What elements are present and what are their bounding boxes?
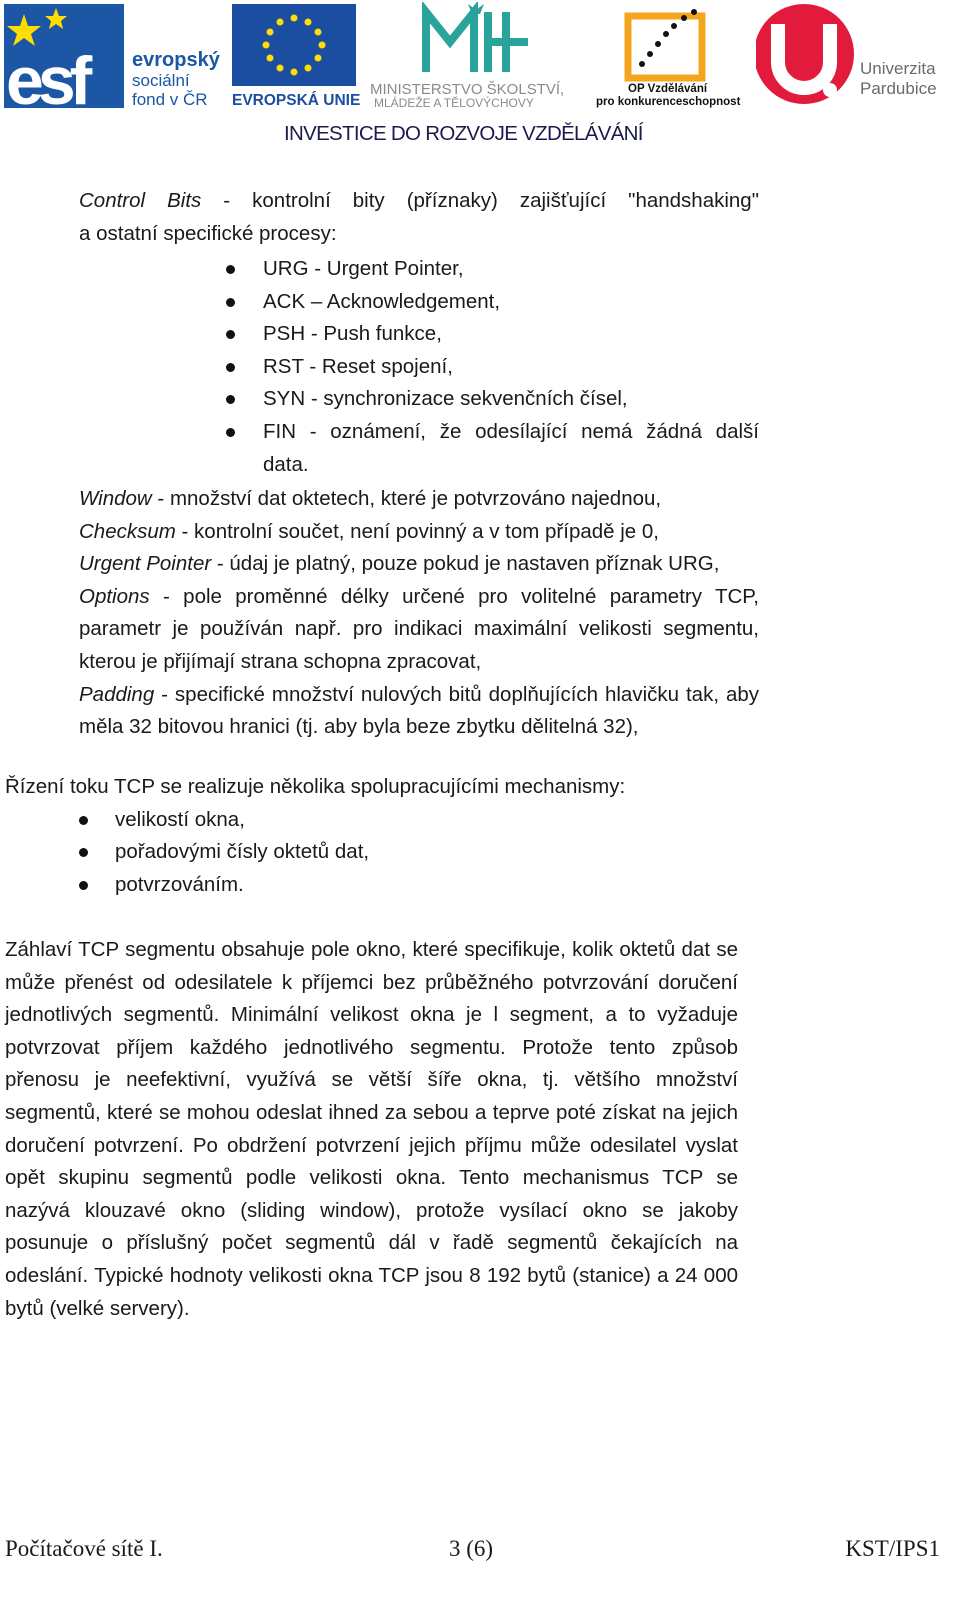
footer-page-number: 3 (6) [449, 1536, 494, 1561]
esf-abbrev: esf [6, 43, 87, 108]
footer-course-title: Počítačové sítě I. [5, 1536, 163, 1561]
control-bits-list [79, 253, 759, 481]
control-bits-intro-line2: a ostatní specifické procesy: [79, 221, 337, 245]
field-term: Padding [79, 682, 155, 706]
list-item [79, 286, 759, 319]
field-term: Urgent Pointer [79, 552, 212, 576]
op-caption-2: pro konkurenceschopnost [596, 96, 741, 108]
op-logo [596, 4, 746, 108]
upce-caption-2: Pardubice [860, 79, 937, 98]
msmt-emblem-icon [426, 12, 528, 72]
field-term: Options [79, 584, 150, 608]
control-bits-term: Control Bits [79, 189, 202, 212]
control-bits-intro [79, 185, 759, 218]
list-item [5, 804, 765, 837]
msmt-caption-1: MINISTERSTVO ŠKOLSTVÍ, [370, 81, 565, 98]
field-checksum [79, 516, 759, 549]
bullet-icon [226, 330, 235, 339]
field-term: Window [79, 487, 152, 510]
bullet-icon [79, 881, 88, 890]
control-bits-section [79, 185, 759, 476]
list-item [79, 253, 759, 286]
field-padding [79, 679, 759, 744]
upce-logo [756, 2, 952, 108]
field-text: - specifické množství nulových bitů doplňujících hlavičku tak, aby měla 32 bitovou hranici (tj. aby byla beze zbytku dělitelná 32), [79, 682, 759, 739]
list-item-text: FIN - oznámení, že odesílající nemá žádná další [263, 419, 759, 443]
flow-control-list [5, 804, 765, 902]
list-item-text: potvrzováním. [115, 872, 244, 896]
field-options [79, 581, 759, 679]
msmt-caption-2: MLÁDEŽE A TĚLOVÝCHOVY [374, 96, 534, 108]
list-item [79, 383, 759, 416]
field-text: - kontrolní součet, není povinný a v tom případě je 0, [175, 519, 660, 543]
msmt-logo [368, 2, 590, 108]
list-item-text: data. [263, 452, 309, 476]
esf-line1: evropský [132, 49, 220, 71]
esf-logo [4, 4, 224, 108]
list-item-text: URG - Urgent Pointer, [263, 257, 464, 280]
footer-course-code: KST/IPS1 [845, 1536, 940, 1561]
list-item-text: RST - Reset spojení, [263, 354, 453, 378]
list-item-continuation [79, 449, 759, 482]
sliding-window-paragraph: Záhlaví TCP segmentu obsahuje pole okno, které specifikuje, kolik oktetů dat se může přenést od odesilatele k příjemci bez průběžného potvrzování doručení jednotlivých segmentů. Minimální velikost okna je l segment, a to vyžaduje potvrzovat příjem každého jednotlivého segmentu. Protože tento způsob přenosu je neefektivní, využívá se větší šíře okna, tj. většího množství segmentů, které se mohou odeslat ihned za sebou a teprve poté získat na jejich doručení potvrzení. Po obdržení potvrzení jejich příjmu může odesilatel vyslat opět skupinu segmentů podle velikosti okna. Tento mechanismus TCP se nazývá klouzavé okno (sliding window), protože vysílací okno se jakoby posunuje o příslušný počet segmentů dál v řadě segmentů čekajících na odeslání. Typické hodnoty velikosti okna TCP jsou 8 192 bytů (stanice) a 24 000 bytů (velké servery). [5, 938, 738, 1320]
eu-flag-logo [232, 4, 360, 108]
flow-control-section [5, 771, 765, 901]
page-footer [0, 1536, 960, 1572]
list-item [79, 351, 759, 384]
list-item [5, 836, 765, 869]
list-item-text: PSH - Push funkce, [263, 322, 442, 346]
op-caption-1: OP Vzdělávání [628, 83, 708, 95]
field-text: - množství dat oktetech, které je potvrzováno najednou, [151, 487, 662, 510]
list-item [79, 318, 759, 351]
bullet-icon [226, 428, 235, 437]
field-urgent-pointer [79, 548, 759, 581]
field-text: - pole proměnné délky určené pro volitelné parametry TCP, parametr je používán např. pro indikaci maximální velikosti segmentu, kterou je přijímají strana schopna zpracovat, [79, 584, 759, 673]
esf-line2: sociální [132, 71, 190, 90]
bullet-icon [79, 848, 88, 857]
list-item-text: velikostí okna, [115, 807, 245, 831]
bullet-icon [226, 265, 235, 274]
list-item-text: ACK – Acknowledgement, [263, 289, 501, 313]
bullet-icon [79, 816, 88, 825]
esf-line3: fond v ČR [132, 90, 208, 108]
control-bits-intro-line1: - kontrolní bity (příznaky) zajišťující "handshaking" [201, 189, 759, 212]
list-item [79, 416, 759, 449]
bullet-icon [226, 298, 235, 307]
upce-caption-1: Univerzita [860, 59, 936, 78]
tcp-fields-section [79, 483, 759, 744]
list-item-text: pořadovými čísly oktetů dat, [115, 840, 370, 864]
bullet-icon [226, 363, 235, 372]
eu-caption: EVROPSKÁ UNIE [232, 92, 360, 108]
field-window [79, 483, 759, 516]
field-term: Checksum [79, 519, 176, 543]
flow-control-intro: Řízení toku TCP se realizuje několika spolupracujícími mechanismy: [5, 775, 626, 798]
header-tagline: INVESTICE DO ROZVOJE VZDĚLÁVÁNÍ [284, 122, 643, 145]
list-item-text: SYN - synchronizace sekvenčních čísel, [263, 387, 628, 411]
page-header [0, 0, 960, 160]
bullet-icon [226, 395, 235, 404]
field-text: - údaj je platný, pouze pokud je nastaven příznak URG, [211, 552, 720, 576]
list-item [5, 869, 765, 902]
